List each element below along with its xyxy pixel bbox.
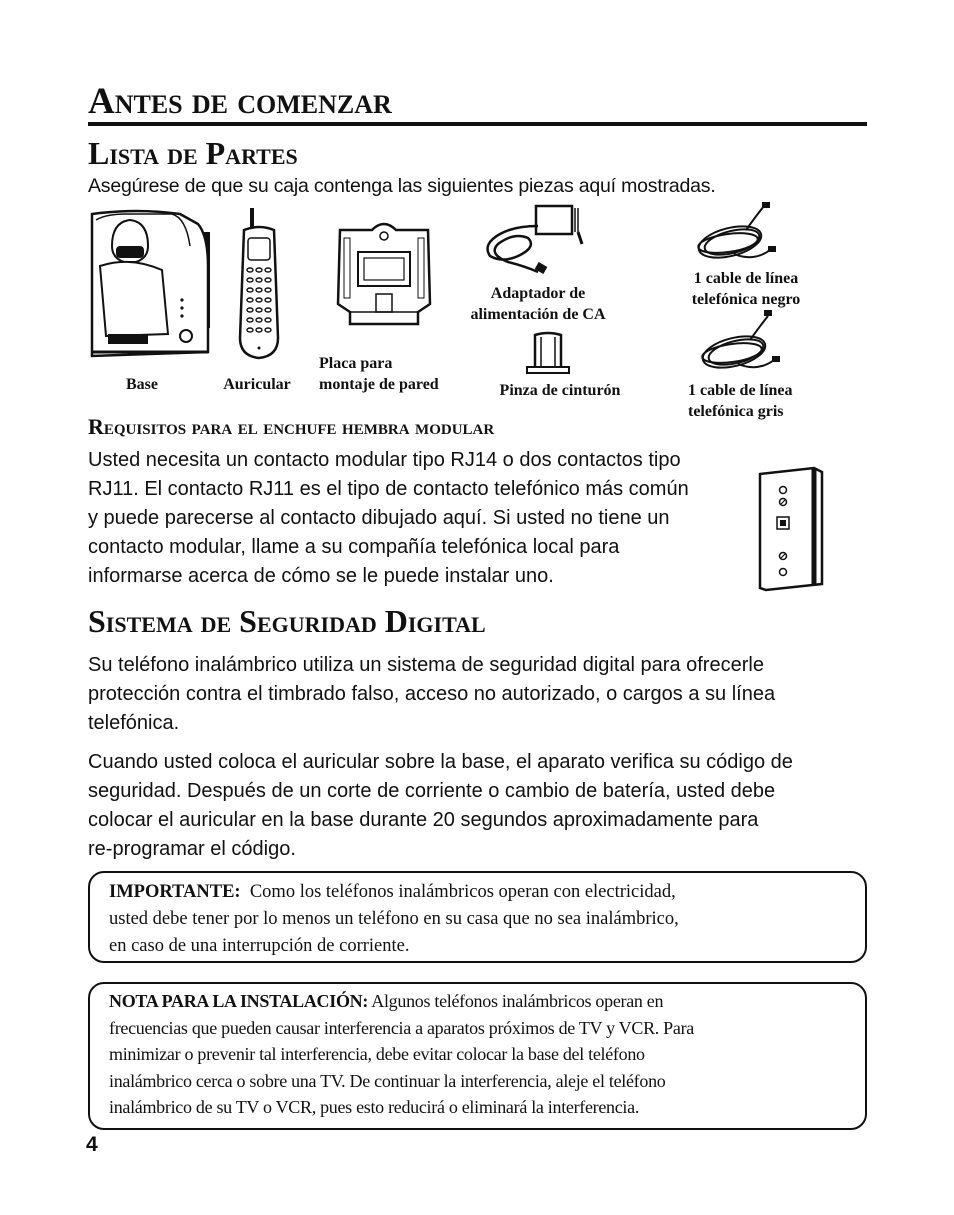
title-rule bbox=[88, 122, 867, 126]
installation-note-text: NOTA PARA LA INSTALACIÓN: Algunos teléfonos inalámbricos operan en frecuencias que pueden causar interferencia a aparatos próximos de TV y VCR. Para minimizar o prevenir tal interferencia, debe evitar colocar la base del teléfono inalámbrico cerca o sobre una TV. De continuar la interferencia, aleje el teléfono inalámbrico de su TV o VCR, pues esto reducirá o eliminará la interferencia. bbox=[109, 991, 694, 1117]
important-label: IMPORTANTE: bbox=[109, 882, 241, 902]
modular-jack-heading: Requisitos para el enchufe hembra modular bbox=[88, 414, 495, 439]
important-notice-box bbox=[88, 871, 867, 963]
caption-black-cord: 1 cable de línea telefónica negro bbox=[691, 270, 801, 308]
ac-adapter-illustration bbox=[478, 202, 590, 278]
installation-note-label: NOTA PARA LA INSTALACIÓN: bbox=[109, 991, 369, 1011]
digital-security-paragraph-2: Cuando usted coloca el auricular sobre la base, el aparato verifica su código de seguridad. Después de un corte de corriente o cambio de batería, usted debe colocar el auricular en la base durante 20 segundos aproximadamente para re-programar el código. bbox=[88, 751, 793, 860]
caption-wall-plate: Placa para montaje de pared bbox=[319, 355, 439, 393]
caption-gray-cord: 1 cable de línea telefónica gris bbox=[688, 382, 793, 420]
black-cord-illustration bbox=[694, 202, 780, 266]
wall-jack-illustration bbox=[756, 466, 826, 592]
belt-clip-illustration bbox=[525, 331, 571, 377]
modular-jack-text: Usted necesita un contacto modular tipo RJ14 o dos contactos tipo RJ11. El contacto RJ11 es el tipo de contacto telefónico más común y puede parecerse al contacto dibujado aquí. Si usted no tiene un contacto modular, llame a su compañía telefónica local para informarse acerca de cómo se le puede instalar uno. bbox=[88, 449, 689, 587]
page-number: 4 bbox=[86, 1133, 98, 1156]
wall-plate-illustration bbox=[334, 224, 434, 328]
digital-security-heading: Sistema de Seguridad Digital bbox=[88, 603, 486, 639]
caption-handset: Auricular bbox=[223, 376, 291, 393]
base-illustration bbox=[86, 206, 216, 362]
caption-base: Base bbox=[126, 376, 158, 393]
handset-illustration bbox=[236, 208, 282, 360]
digital-security-paragraph-1: Su teléfono inalámbrico utiliza un sistema de seguridad digital para ofrecerle protección contra el timbrado falso, acceso no autorizado, o cargos a su línea telefónica. bbox=[88, 654, 776, 734]
caption-ac-adapter: Adaptador de alimentación de CA bbox=[470, 285, 606, 323]
important-notice-text: IMPORTANTE: Como los teléfonos inalámbricos operan con electricidad, usted debe tener por lo menos un teléfono en su casa que no sea inalámbrico, en caso de una interrupción de corriente. bbox=[109, 882, 679, 956]
parts-list-heading: Lista de Partes bbox=[88, 135, 298, 171]
gray-cord-illustration bbox=[698, 310, 784, 376]
parts-intro-text: Asegúrese de que su caja contenga las siguientes piezas aquí mostradas. bbox=[88, 175, 716, 197]
caption-belt-clip: Pinza de cinturón bbox=[499, 382, 621, 399]
page-title: Antes de comenzar bbox=[88, 81, 392, 122]
installation-note-box bbox=[88, 982, 867, 1130]
